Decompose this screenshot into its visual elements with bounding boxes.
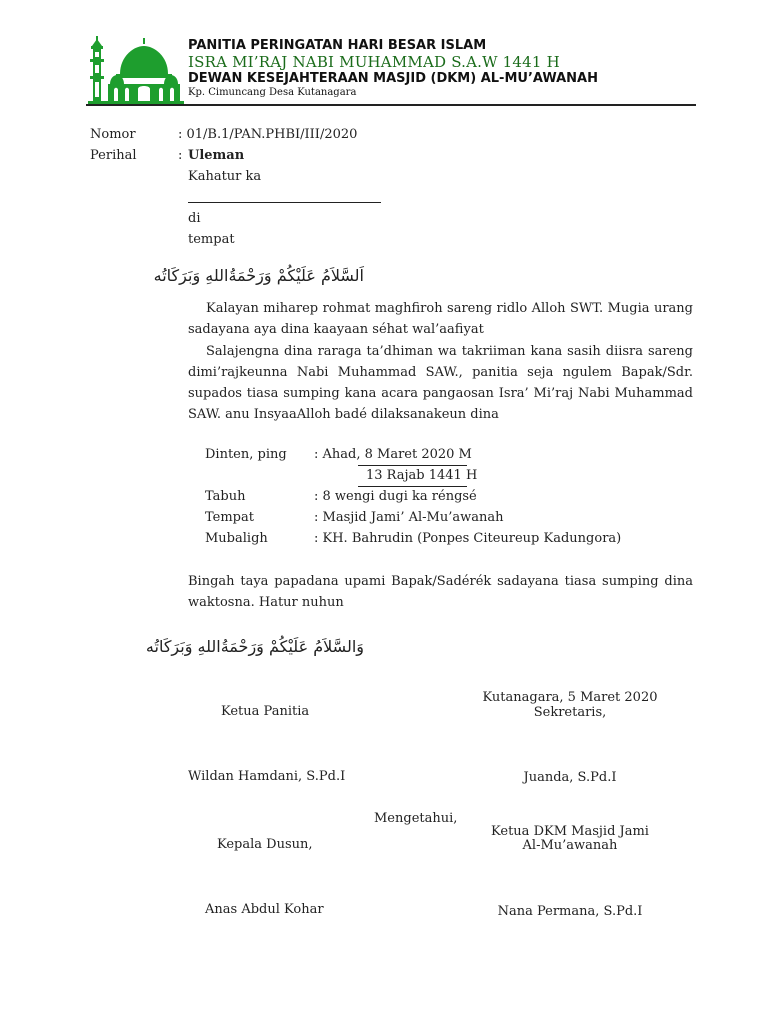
closing-paragraph: Bingah taya papadana upami Bapak/Sadérék sadayana tiasa sumping dina waktosna. Hatur nuhun — [188, 574, 693, 610]
detail-value: : 8 wengi dugi ka réngsé — [314, 489, 477, 504]
nomor-label: Nomor — [90, 127, 136, 142]
paragraph-2: Salajengna dina raraga ta’dhiman wa takriiman kana sasih diisra sareng dimi’rajkeunna Nabi Muhammad SAW., panitia seja ngulem Bapak/Sdr. supados tiasa sumping kana acara pangaosan Isra’ Mi’raj Nabi Muhammad SAW. anu InsyaaAlloh badé dilaksanakeun dina — [188, 344, 693, 422]
opening-salam: اَلسَّلاَمُ عَلَيْكُمْ وَرَحْمَةُاللهِ وَبَرَكَاتُه — [153, 266, 364, 285]
detail-label: Tempat — [205, 510, 254, 525]
nomor-value: : 01/B.1/PAN.PHBI/III/2020 — [178, 127, 358, 142]
perihal-colon: : — [178, 148, 183, 163]
perihal-label: Perihal — [90, 148, 137, 163]
ketua-panitia-title: Ketua Panitia — [221, 704, 310, 719]
address-line: Kp. Cimuncang Desa Kutanagara — [188, 87, 357, 98]
detail-label: Mubaligh — [205, 531, 268, 546]
detail-value: : KH. Bahrudin (Ponpes Citeureup Kadungora) — [314, 531, 622, 546]
kepala-dusun-name: Anas Abdul Kohar — [205, 902, 324, 917]
dkm-title-2: Al-Mu’awanah — [522, 838, 618, 853]
mengetahui-label: Mengetahui, — [374, 811, 458, 826]
detail-value: : Ahad, 8 Maret 2020 M — [314, 447, 472, 462]
kepala-dusun-title: Kepala Dusun, — [217, 837, 313, 852]
org-title: PANITIA PERINGATAN HARI BESAR ISLAM — [188, 38, 487, 53]
paragraph-1: Kalayan miharep rohmat maghfiroh sareng ridlo Alloh SWT. Mugia urang sadayana aya dina kaayaan séhat wal’aafiyat — [188, 301, 693, 337]
recipient-blank-line — [188, 202, 381, 203]
dkm-title-1: Ketua DKM Masjid Jami — [491, 824, 649, 839]
header-rule — [86, 104, 696, 106]
detail-value: : Masjid Jami’ Al-Mu’awanah — [314, 510, 504, 525]
detail-label: Dinten, ping — [205, 447, 287, 462]
event-title: ISRA MI’RAJ NABI MUHAMMAD S.A.W 1441 H — [188, 53, 560, 71]
detail-label: Tabuh — [205, 489, 246, 504]
hijri-underline — [358, 486, 467, 487]
place-date: Kutanagara, 5 Maret 2020 — [482, 690, 658, 705]
dkm-name: Nana Permana, S.Pd.I — [497, 904, 643, 919]
sekretaris-name: Juanda, S.Pd.I — [523, 770, 617, 785]
ketua-panitia-name: Wildan Hamdani, S.Pd.I — [188, 769, 346, 784]
address-kahatur: Kahatur ka — [188, 169, 262, 184]
perihal-value: Uleman — [188, 148, 245, 163]
sekretaris-title: Sekretaris, — [533, 705, 607, 720]
address-tempat: tempat — [188, 232, 235, 247]
address-di: di — [188, 211, 201, 226]
date-underline — [358, 465, 467, 466]
dkm-title: DEWAN KESEJAHTERAAN MASJID (DKM) AL-MU’AWANAH — [188, 71, 599, 86]
detail-value: 13 Rajab 1441 H — [366, 468, 478, 483]
mosque-icon — [88, 34, 188, 106]
closing-salam: وَالسَّلاَمُ عَلَيْكُمْ وَرَحْمَةُاللهِ وَبَرَكَاتُه — [145, 637, 364, 656]
